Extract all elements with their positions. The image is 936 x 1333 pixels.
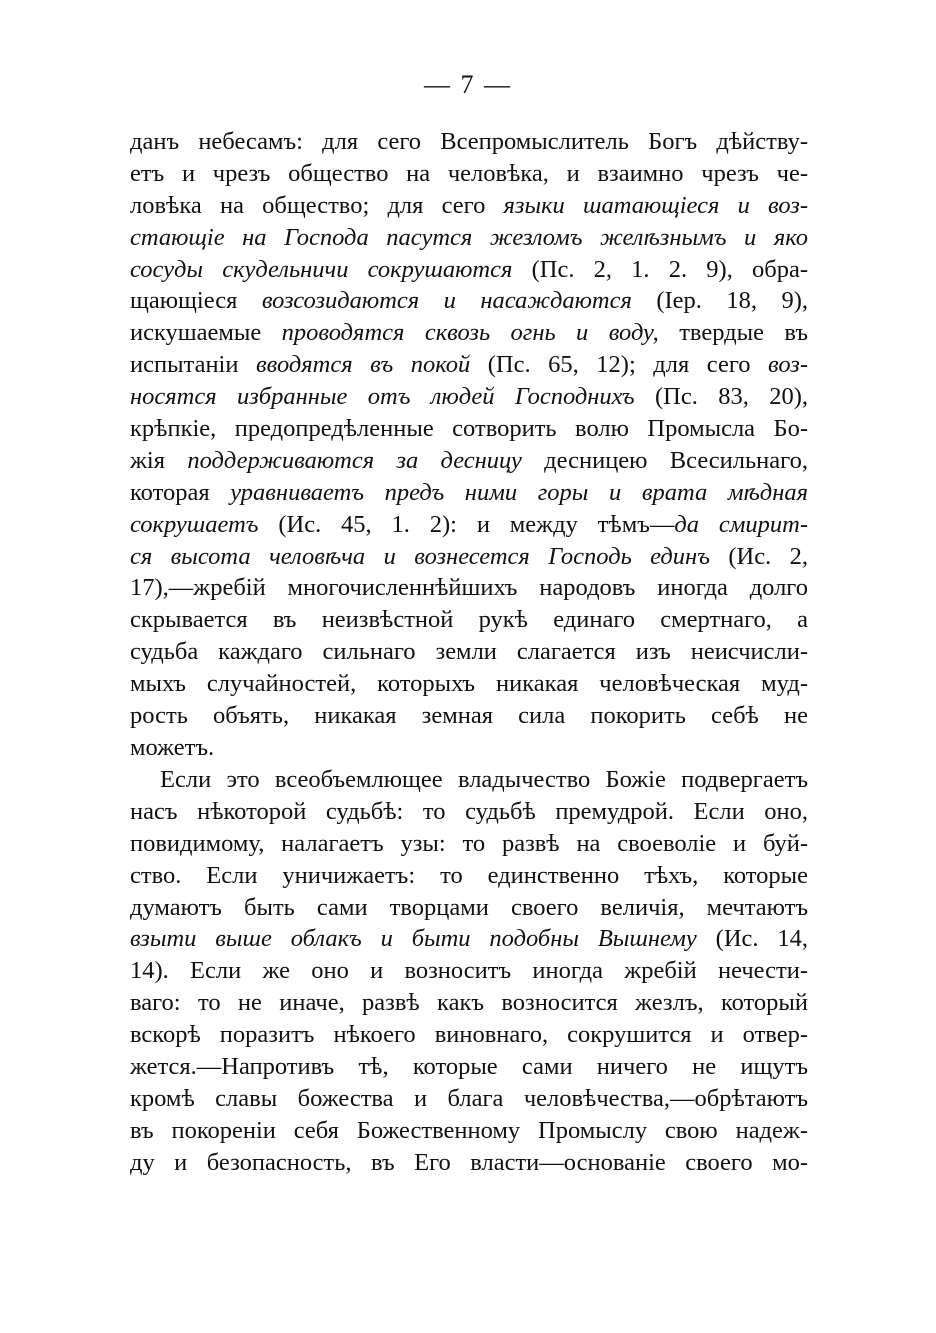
text-segment: (Ис. 14, [696,925,808,953]
text-line [130,541,808,573]
text-line [130,668,808,700]
text-segment: ловѣка на общество; для сего [130,191,504,219]
text-segment: скрывается въ неизвѣстной рукѣ единаго смертнаго, а [130,606,808,634]
italic-quote-segment: вводятся въ покой [256,351,471,379]
italic-quote-segment: стающіе на Господа пасутся жезломъ желѣзнымъ и яко [130,223,808,251]
text-line [130,381,808,413]
text-line [130,317,808,349]
text-segment: въ покореніи себя Божественному Промыслу свою надеж- [130,1116,808,1144]
text-line [130,860,808,892]
text-segment: щающіеся [130,287,262,315]
text-segment: думаютъ быть сами творцами своего величія, мечтаютъ [130,893,808,921]
text-segment: данъ небесамъ: для сего Всепромыслитель Богъ дѣйству- [130,128,808,155]
text-line [130,987,808,1019]
text-segment: кромѣ славы божества и блага человѣчества,—обрѣтаютъ [130,1084,808,1112]
paragraph-1 [130,126,808,764]
text-line [130,190,808,222]
text-segment: Если это всеобъемлющее владычество Божіе подвергаетъ [160,766,808,793]
text-segment: етъ и чрезъ общество на человѣка, и взаимно чрезъ че- [130,159,808,187]
text-segment: (Ис. 2, [709,542,808,570]
italic-quote-segment: взыти выше облакъ и быти подобны Вышнему [130,925,697,953]
text-line [130,764,808,796]
text-line [130,923,808,955]
text-line [130,445,808,477]
text-segment: вскорѣ поразитъ нѣкоего виновнаго, сокрушится и отвер- [130,1021,808,1049]
text-segment: жія [130,446,188,474]
text-segment: мыхъ случайностей, которыхъ никакая человѣческая муд- [130,670,808,698]
text-line [130,1019,808,1051]
text-segment: которая [130,478,231,506]
text-line [130,413,808,445]
text-line [130,892,808,924]
text-line [130,732,808,764]
text-line [130,572,808,604]
text-segment: жется.—Напротивъ тѣ, которые сами ничего не ищутъ [130,1053,808,1081]
text-line [130,955,808,987]
text-line [130,700,808,732]
text-segment: испытаніи [130,351,256,379]
text-line [130,1147,808,1179]
italic-quote-segment: носятся избранные отъ людей Господнихъ [130,383,635,411]
text-line [130,158,808,190]
text-segment: ваго: то не иначе, развѣ какъ возносится жезлъ, который [130,989,808,1017]
text-segment: насъ нѣкоторой судьбѣ: то судьбѣ премудрой. Если оно, [130,797,808,825]
text-segment: (Іер. 18, 9), [631,287,808,315]
italic-quote-segment: сосуды скудельничи сокрушаются [130,255,513,283]
text-segment: ство. Если уничижаетъ: то единственно тѣхъ, которые [130,861,808,889]
text-line [130,1115,808,1147]
text-line [130,477,808,509]
italic-quote-segment: да смирит- [674,510,808,538]
text-line [130,828,808,860]
text-line [130,1051,808,1083]
text-segment: рость объять, никакая земная сила покорить себѣ не [130,702,808,730]
text-line [130,126,808,158]
italic-quote-segment: уравниваетъ предъ ними горы и врата мѣдная [230,478,808,506]
text-segment: можетъ. [130,733,215,761]
text-segment: (Пс. 2, 1. 2. 9), обра- [512,255,809,283]
text-segment: искушаемые [130,319,282,347]
text-segment: 17),—жребій многочисленнѣйшихъ народовъ иногда долго [130,574,808,602]
italic-quote-segment: языки шатающіеся и воз- [503,191,808,219]
text-segment: десницею Всесильнаго, [521,446,808,474]
text-line [130,222,808,254]
text-segment: (Пс. 65, 12); для сего [470,351,769,379]
paragraph-2 [130,764,808,1179]
page-number: — 7 — [424,70,512,99]
text-line [130,604,808,636]
italic-quote-segment: проводятся сквозь огнь и воду, [281,319,659,347]
italic-quote-segment: ся высота человѣча и вознесется Господь единъ [130,542,710,570]
text-line [130,509,808,541]
text-line [130,796,808,828]
text-line [130,349,808,381]
text-segment: повидимому, налагаетъ узы: то развѣ на своеволіе и буй- [130,829,808,857]
italic-quote-segment: поддерживаются за десницу [187,446,522,474]
italic-quote-segment: воз- [768,351,809,379]
text-line [130,254,808,286]
text-segment: судьба каждаго сильнаго земли слагается изъ неисчисли- [130,638,808,666]
text-segment: (Пс. 83, 20), [634,383,808,411]
text-line [130,636,808,668]
italic-quote-segment: сокрушаетъ [130,510,259,538]
text-segment: (Ис. 45, 1. 2): и между тѣмъ— [258,510,675,538]
text-segment: 14). Если же оно и возноситъ иногда жребій нечести- [130,957,808,985]
text-line [130,285,808,317]
text-line [130,1083,808,1115]
text-segment: твердые въ [658,319,808,347]
italic-quote-segment: возсозидаются и насаждаются [261,287,632,315]
text-segment: ду и безопасность, въ Его власти—основаніе своего мо- [130,1148,808,1176]
text-segment: крѣпкіе, предопредѣленные сотворить волю Промысла Бо- [130,415,808,443]
